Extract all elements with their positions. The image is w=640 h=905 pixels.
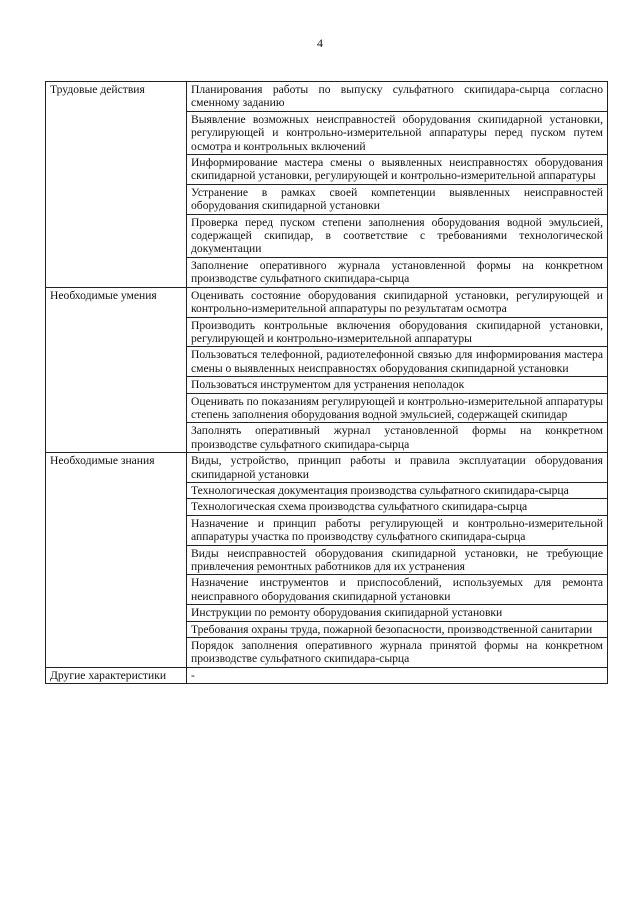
table-cell: Виды неисправностей оборудования скипидарной установки, не требующие привлечения ремонтных работников для их устранения	[187, 545, 608, 575]
table-body	[46, 82, 608, 684]
table-row	[46, 82, 608, 112]
table-row	[46, 667, 608, 683]
table-cell: Назначение и принцип работы регулирующей и контрольно-измерительной аппаратуры участка по производству сульфатного скипидара-сырца	[187, 515, 608, 545]
table-cell: Выявление возможных неисправностей оборудования скипидарной установки, регулирующей и контрольно-измерительной аппаратуры перед пуском путем осмотра и контрольных включений	[187, 111, 608, 154]
section-label: Трудовые действия	[46, 82, 187, 288]
table-cell: Заполнять оперативный журнал установленной формы на конкретном производстве сульфатного скипидара-сырца	[187, 423, 608, 453]
table-cell: Информирование мастера смены о выявленных неисправностях оборудования скипидарной установки, регулирующей и контрольно-измерительной аппаратуры	[187, 155, 608, 185]
table-cell: Требования охраны труда, пожарной безопасности, производственной санитарии	[187, 621, 608, 637]
table-cell: Технологическая схема производства сульфатного скипидара-сырца	[187, 499, 608, 515]
table-cell: Виды, устройство, принцип работы и правила эксплуатации оборудования скипидарной установки	[187, 453, 608, 483]
table-cell: Оценивать состояние оборудования скипидарной установки, регулирующей и контрольно-измерительной аппаратуры по результатам осмотра	[187, 287, 608, 317]
table-cell: Устранение в рамках своей компетенции выявленных неисправностей оборудования скипидарной установки	[187, 184, 608, 214]
table-cell: Проверка перед пуском степени заполнения оборудования водной эмульсией, содержащей скипидар, в соответствие с требованиями технологической документации	[187, 214, 608, 257]
table-row	[46, 453, 608, 483]
competency-table	[45, 81, 608, 684]
table-cell: Назначение инструментов и приспособлений, используемых для ремонта неисправного оборудования скипидарной установки	[187, 575, 608, 605]
table-cell: Инструкции по ремонту оборудования скипидарной установки	[187, 605, 608, 621]
table-cell: Планирования работы по выпуску сульфатного скипидара-сырца согласно сменному заданию	[187, 82, 608, 112]
table-row	[46, 287, 608, 317]
table-cell: Пользоваться телефонной, радиотелефонной связью для информирования мастера смены о выявленных неисправностях оборудования скипидарной установки	[187, 347, 608, 377]
section-label: Необходимые умения	[46, 287, 187, 452]
table-cell: Оценивать по показаниям регулирующей и контрольно-измерительной аппаратуры степень заполнения оборудования водной эмульсией, содержащей скипидар	[187, 393, 608, 423]
table-cell: Заполнение оперативного журнала установленной формы на конкретном производстве сульфатного скипидара-сырца	[187, 257, 608, 287]
table-cell: Технологическая документация производства сульфатного скипидара-сырца	[187, 482, 608, 498]
section-label: Необходимые знания	[46, 453, 187, 668]
table-cell: Производить контрольные включения оборудования скипидарной установки, регулирующей и контрольно-измерительной аппаратуры	[187, 317, 608, 347]
table-cell: Порядок заполнения оперативного журнала принятой формы на конкретном производстве сульфатного скипидара-сырца	[187, 638, 608, 668]
section-label: Другие характеристики	[46, 667, 187, 683]
page-number: 4	[317, 36, 323, 50]
table-cell: -	[187, 667, 608, 683]
table-cell: Пользоваться инструментом для устранения неполадок	[187, 377, 608, 393]
